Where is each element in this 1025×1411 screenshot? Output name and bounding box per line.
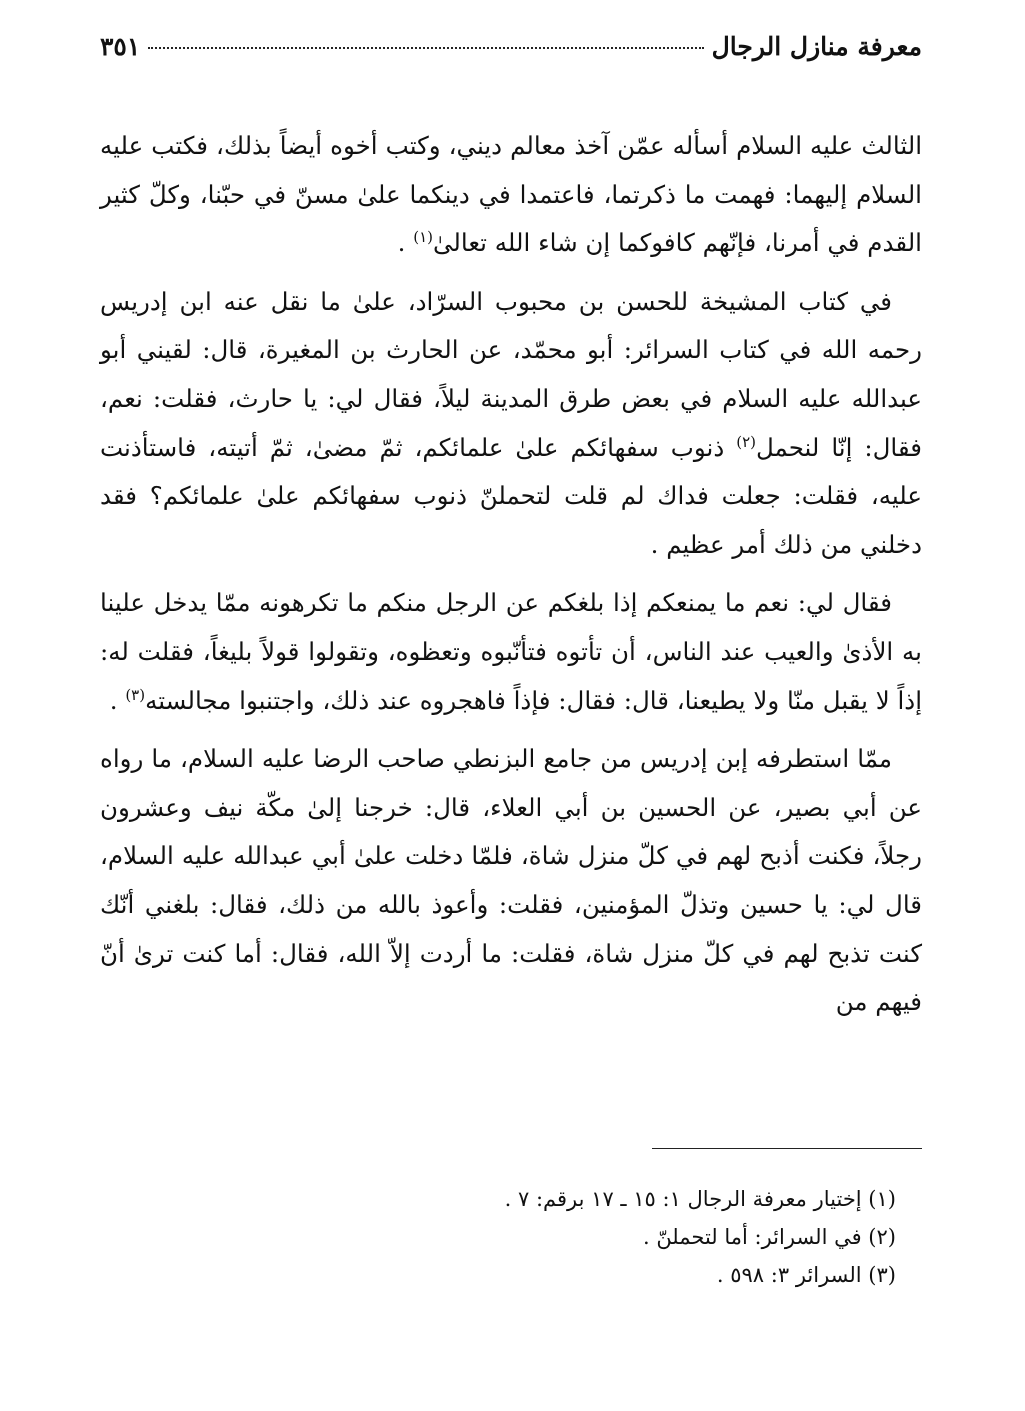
leader-dots [148, 47, 703, 49]
paragraph-3: فقال لي: نعم ما يمنعكم إذا بلغكم عن الرجل منكم ما تكرهونه ممّا يدخل علينا به الأذىٰ والعيب عند الناس، أن تأتوه فتأنّبوه وتعظوه، وتقولوا قولاً بليغاً، فقلت له: إذاً لا يقبل منّا ولا يطيعنا، قال: فقال: فإذاً فاهجروه عند ذلك، واجتنبوا مجالسته$^{(٣)}$ . [100, 588, 922, 715]
paragraph-4: ممّا استطرفه إبن إدريس من جامع البزنطي صاحب الرضا عليه السلام، ما رواه عن أبي بصير، عن الحسين بن أبي العلاء، قال: خرجنا إلىٰ مكّة نيف وعشرون رجلاً، فكنت أذبح لهم في كلّ منزل شاة، فلمّا دخلت علىٰ أبي عبدالله عليه السلام، قال لي: يا حسين وتذلّ المؤمنين، فقلت: وأعوذ بالله من ذلك، فقال: بلغني أنّك كنت تذبح لهم في كلّ منزل شاة، فقلت: ما أردت إلاّ الله، فقال: أما كنت ترىٰ أنّ فيهم من [100, 744, 922, 1017]
footnote-ref-1: (١) [413, 228, 434, 247]
body-text [100, 122, 922, 1027]
book-page [100, 32, 922, 1372]
footnote-ref-2: (٢) [736, 432, 756, 451]
running-header [100, 32, 922, 82]
running-title: معرفة منازل الرجال [711, 32, 922, 61]
paragraph-1: الثالث عليه السلام أسأله عمّن آخذ معالم ديني، وكتب أخوه أيضاً بذلك، فكتب عليه السلام إليهما: فهمت ما ذكرتما، فاعتمدا في دينكما علىٰ مسنّ في حبّنا، وكلّ كثير القدم في أمرنا، فإنّهم كافوكما إن شاء الله تعالىٰ$^{(١)}$ . [100, 131, 922, 258]
page-number: ٣٥١ [100, 32, 141, 61]
footnotes [100, 1180, 922, 1294]
footnote-ref-3: (٣) [125, 685, 146, 704]
footnote-3: (٣) السرائر ٣: ٥٩٨ . [716, 1263, 896, 1287]
paragraph-2: في كتاب المشيخة للحسن بن محبوب السرّاد، علىٰ ما نقل عنه ابن إدريس رحمه الله في كتاب السرائر: أبو محمّد، عن الحارث بن المغيرة، قال: لقيني أبو عبدالله عليه السلام في بعض طرق المدينة ليلاً، فقال لي: يا حارث، فقلت: نعم، فقال: إنّا لنحمل$^{(٢)}$ ذنوب سفهائكم علىٰ علمائكم، ثمّ مضىٰ، ثمّ أتيته، فاستأذنت عليه، فقلت: جعلت فداك لم قلت لتحملنّ ذنوب سفهائكم علىٰ علمائكم؟ فقد دخلني من ذلك أمر عظيم . [100, 286, 922, 559]
footnote-divider [652, 1148, 922, 1149]
footnote-1: (١) إختيار معرفة الرجال ١: ١٥ ـ ١٧ برقم: ٧ . [504, 1187, 896, 1211]
footnote-2: (٢) في السرائر: أما لتحملنّ . [642, 1225, 896, 1249]
